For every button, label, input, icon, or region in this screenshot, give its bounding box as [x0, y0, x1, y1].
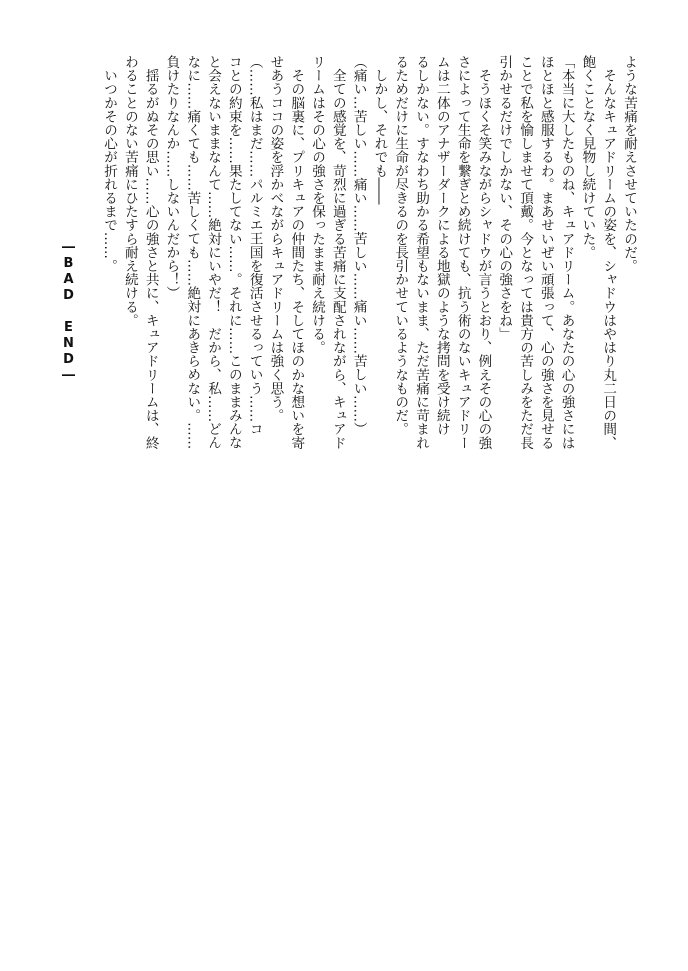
text-line: ことで私を愉しませて頂戴。今となっては貴方の苦しみをただ長	[517, 55, 534, 450]
text-line: （痛い…苦しい……痛い……苦しい……痛い……苦しい……）	[350, 55, 367, 436]
body-text	[98, 55, 639, 475]
text-line: しかし、それでも――	[371, 55, 388, 205]
text-line: ほとほと感服するわ。まあせいぜい頑張って、心の強さを見せる	[537, 55, 554, 450]
text-line: わることのない苦痛にひたすら耐え続ける。	[121, 55, 138, 327]
text-line: そうほくそ笑みながらシャドウが言うとおり、例えその心の強	[475, 55, 492, 450]
text-line: コとの約束を……果たしてない……。それに……このままみんな	[225, 55, 242, 450]
text-line: 飽くことなく見物し続けていた。	[579, 55, 596, 259]
text-line: リームはその心の強さを保ったまま耐え続ける。	[309, 55, 326, 355]
text-line: ような苦痛を耐えさせていたのだ。	[621, 55, 637, 273]
text-line: いつかその心が折れるまで……。	[101, 55, 118, 273]
text-line: せあうココの姿を浮かべながらキュアドリームは強く思う。	[267, 55, 284, 423]
text-line: （……私はまだ……パルミエ王国を復活させるっていう……コ	[246, 55, 263, 436]
text-line: 「本当に大したものね、キュアドリーム。あなたの心の強さには	[558, 55, 575, 450]
text-line: 負けたりなんか……しないんだから！）	[163, 55, 180, 300]
text-line: そんなキュアドリームの姿を、シャドウはやはり丸二日の間、	[600, 55, 617, 450]
text-line: と会えないままなんて……絶対にいやだ！ だから、私……どん	[205, 55, 222, 450]
text-line: さによって生命を繋ぎとめ続けても、抗う術のないキュアドリー	[454, 55, 471, 450]
text-line: るしかない。すなわち助かる希望もないまま、ただ苦痛に苛まれ	[413, 55, 430, 450]
text-line: るためだけに生命が尽きるのを長引かせているようなものだ。	[392, 55, 409, 436]
text-line: その脳裏に、プリキュアの仲間たち、そしてほのかな想いを寄	[288, 55, 305, 450]
text-line: 揺るがぬその思い……心の強さと共に、キュアドリームは、終	[142, 55, 159, 450]
text-line: なに……痛くても……苦しくても……絶対にあきらめない。……	[184, 55, 201, 450]
text-line: ムは二体のアナザーダークによる地獄のような拷問を受け続け	[433, 55, 450, 436]
text-line: 全ての感覚を、苛烈に過ぎる苦痛に支配されながら、キュアド	[329, 55, 346, 450]
text-line: 引かせるだけでしかない、その心の強さをね」	[496, 55, 513, 341]
bad-end-mark: ―BAD END―	[61, 240, 76, 384]
